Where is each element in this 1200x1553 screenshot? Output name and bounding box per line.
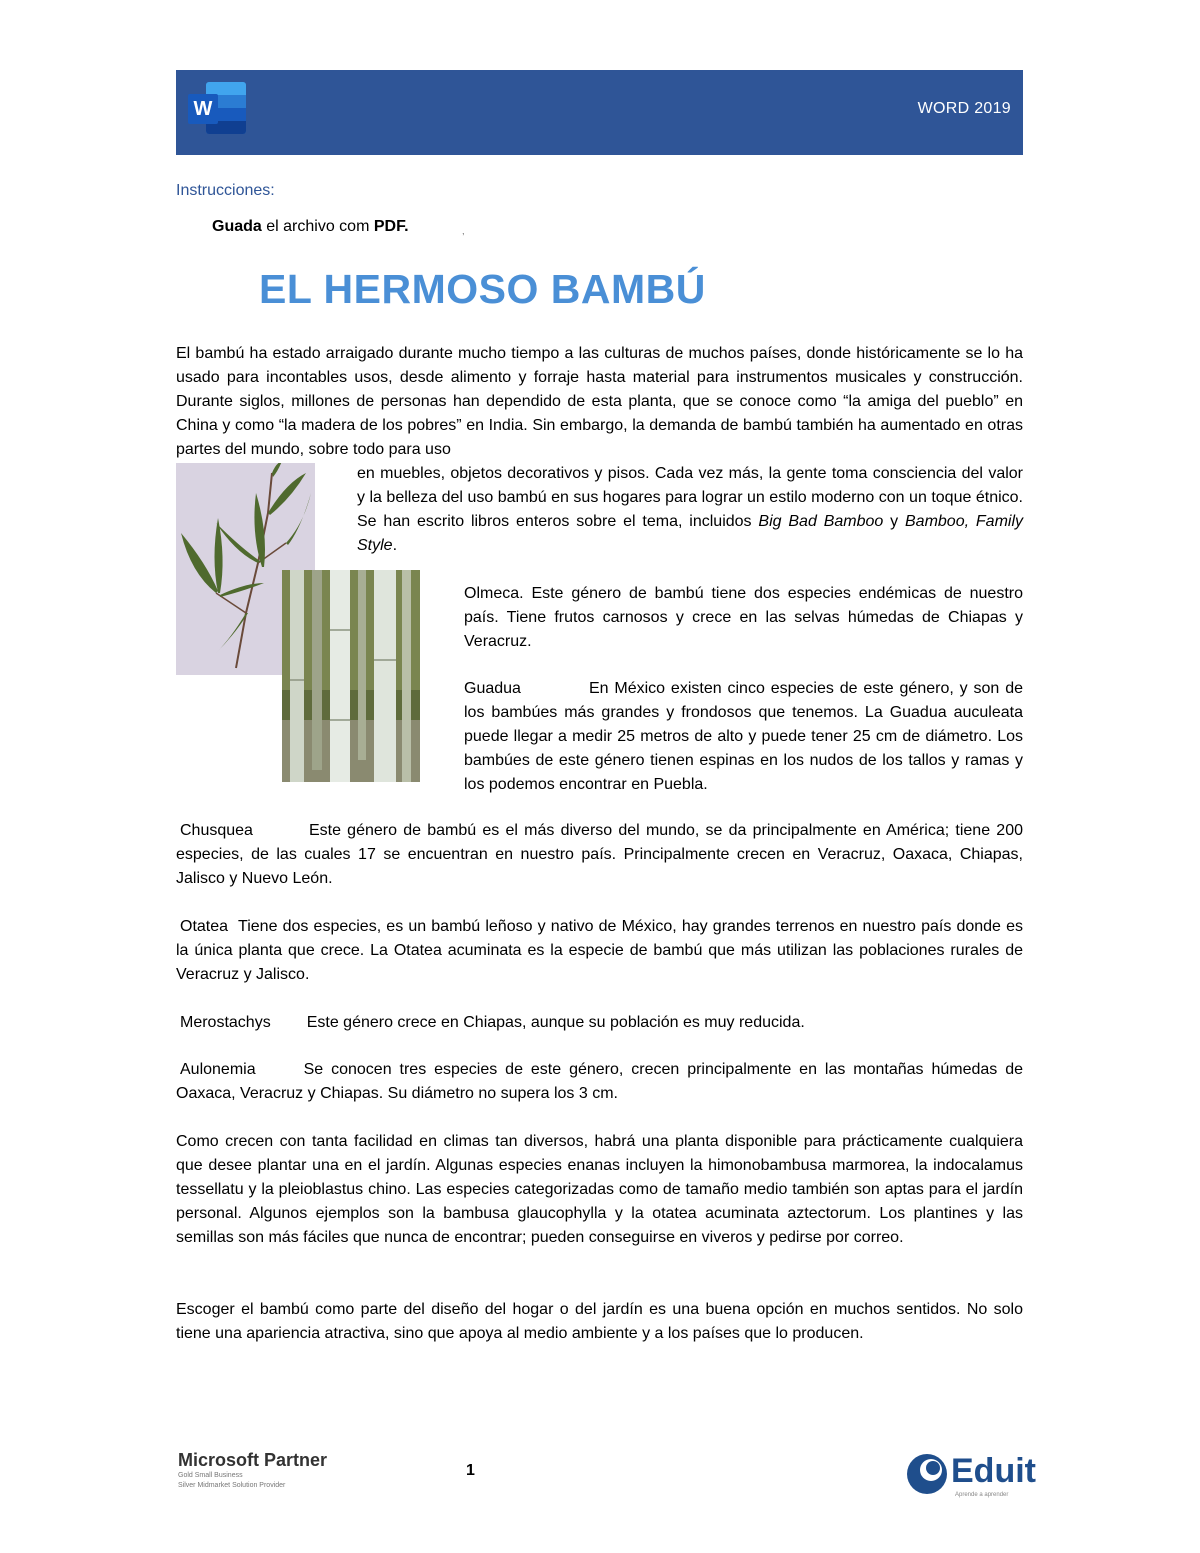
- aulonemia-text: Se conocen tres especies de este género, crecen principalmente en las montañas húmedas de Oaxaca, Veracruz y Chiapas. Su diámetro no supera los 3 cm.: [176, 1061, 1023, 1102]
- eduit-mark-icon: [905, 1452, 949, 1496]
- otatea-text: Tiene dos especies, es un bambú leñoso y nativo de México, hay grandes terrenos en nuestro país donde es la única planta que crece. La Otatea acuminata es la especie de bambú que más utilizan las poblaciones rurales de Veracruz y Jalisco.: [176, 918, 1023, 983]
- paragraph-intro: El bambú ha estado arraigado durante mucho tiempo a las culturas de muchos países, donde históricamente se lo ha usado para incontables usos, desde alimento y forraje hasta material para instrumentos musicales y construcción. Durante siglos, millones de personas han dependido de esta planta, que se conoce como “la amiga del pueblo” en China y como “la madera de los pobres” en India. Sin embargo, la demanda de bambú también ha aumentado en otras partes del mundo, sobre todo para uso: [176, 345, 1023, 458]
- tick-mark: ,: [462, 226, 465, 236]
- word-logo-letter: W: [188, 94, 218, 124]
- paragraph-crecen: Como crecen con tanta facilidad en climas tan diversos, habrá una planta disponible para prácticamente cualquiera que desee plantar una en el jardín. Algunas especies enanas incluyen la himonobambusa marmorea, la indocalamus tessellatu y la pleioblastus chino. Las especies categorizadas como de tamaño medio también son aptas para el jardín personal. Algunos ejemplos son la bambusa glaucophylla y la otatea acuminata aztectorum. Los plantines y las semillas son más fáciles que nunca de encontrar; pueden conseguirse en viveros y pedirse por correo.: [176, 1133, 1023, 1246]
- book-title-1: Big Bad Bamboo: [758, 513, 884, 530]
- chusquea-term: Chusquea: [180, 822, 253, 839]
- partner-title: Microsoft Partner: [178, 1450, 328, 1470]
- guadua-term: Guadua: [464, 680, 521, 697]
- instr-word2: PDF.: [373, 218, 409, 235]
- partner-sub2: Silver Midmarket Solution Provider: [178, 1482, 286, 1489]
- aulonemia-term: Aulonemia: [180, 1061, 256, 1078]
- paragraph-chusquea: [176, 819, 1023, 891]
- otatea-term: Otatea: [180, 918, 229, 935]
- microsoft-partner-logo: [178, 1450, 327, 1491]
- paragraph-otatea: [176, 915, 1023, 987]
- page-number: 1: [466, 1462, 475, 1479]
- merostachys-term: Merostachys: [180, 1014, 271, 1031]
- instructions-line: [212, 218, 409, 236]
- partner-sub1: Gold Small Business: [178, 1472, 243, 1479]
- instr-mid: el archivo com: [261, 218, 374, 235]
- eduit-logo: [905, 1450, 1040, 1500]
- book-and: y: [883, 513, 905, 530]
- paragraph-intro-continued: [357, 462, 1023, 558]
- intro-cont-text: en muebles, objetos decorativos y pisos. Cada vez más, la gente toma consciencia del valor y la belleza del uso bambú en sus hogares para lograr un estilo moderno con un toque étnico. Se han escrito libros enteros sobre el tema, incluidos: [357, 465, 1023, 530]
- eduit-tagline: Aprende a aprender: [955, 1492, 1009, 1498]
- instr-word1: Guada: [212, 218, 262, 235]
- merostachys-text: Este género crece en Chiapas, aunque su población es muy reducida.: [306, 1014, 805, 1031]
- word-logo-icon: [188, 82, 246, 142]
- bamboo-forest-image: [282, 570, 420, 782]
- guadua-text: En México existen cinco especies de este género, y son de los bambúes más grandes y frondosos que tenemos. La Guadua auculeata puede llegar a medir 25 metros de alto y puede tener 25 cm de diámetro. Los bambúes de este género tienen espinas en los nudos de los tallos y ramas y los podemos encontrar en Puebla.: [464, 680, 1023, 793]
- paragraph-aulonemia: [176, 1058, 1023, 1106]
- paragraph-escoger: Escoger el bambú como parte del diseño del hogar o del jardín es una buena opción en muchos sentidos. No solo tiene una apariencia atractiva, sino que apoya al medio ambiente y a los países que lo producen.: [176, 1301, 1023, 1342]
- paragraph-olmeca: Olmeca. Este género de bambú tiene dos especies endémicas de nuestro país. Tiene frutos carnosos y crece en las selvas húmedas de Chiapas y Veracruz.: [464, 585, 1023, 650]
- paragraph-guadua: [464, 677, 1023, 797]
- instructions-title: Instrucciones:: [176, 182, 275, 199]
- book-title-2: Bamboo, Family Style: [357, 513, 1023, 554]
- book-end: .: [392, 537, 398, 554]
- paragraph-merostachys: [176, 1011, 1023, 1035]
- chusquea-text: Este género de bambú es el más diverso del mundo, se da principalmente en América; tiene 200 especies, de las cuales 17 se encuentran en nuestro país. Principalmente crecen en Veracruz, Oaxaca, Chiapas, Jalisco y Nuevo León.: [176, 822, 1023, 887]
- document-title: EL HERMOSO BAMBÚ: [259, 266, 706, 312]
- header-banner: [176, 70, 1023, 155]
- header-label: WORD 2019: [917, 100, 1011, 117]
- eduit-text: Eduit: [951, 1452, 1036, 1490]
